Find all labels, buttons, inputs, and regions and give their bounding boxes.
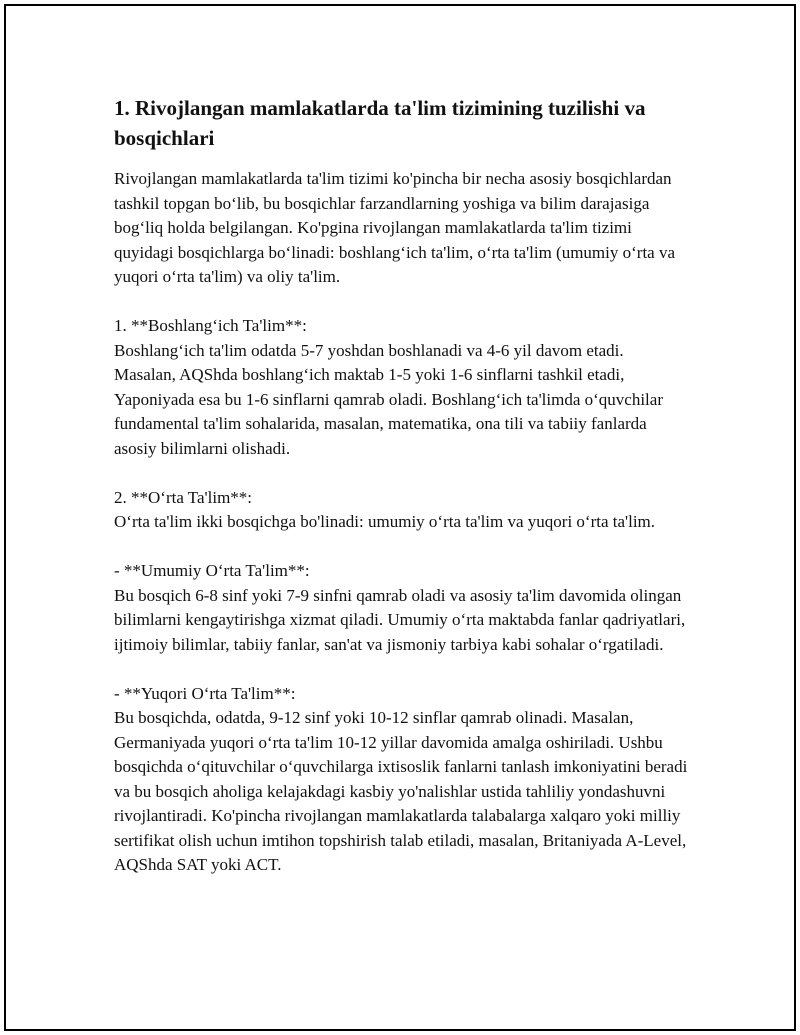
section-body-primary-education: Boshlang‘ich ta'lim odatda 5-7 yoshdan boshlanadi va 4-6 yil davom etadi. Masalan, AQShda boshlang‘ich maktab 1-5 yoki 1-6 sinflarni tashkil etadi, Yaponiyada esa bu 1-6 sinflarni qamrab oladi. Boshlang‘ich ta'limda o‘quvchilar fundamental ta'lim sohalarida, masalan, matematika, ona tili va tabiiy fanlarda asosiy bilimlarni olishadi. xyxy=(114,340,663,458)
paragraph-gap xyxy=(114,290,689,315)
section-body-upper-secondary: Bu bosqichda, odatda, 9-12 sinf yoki 10-12 sinflar qamrab olinadi. Masalan, Germaniyada yuqori o‘rta ta'lim 10-12 yillar davomida amalga oshiriladi. Ushbu bosqichda o‘qituvchilar o‘quvchilarga ixtisoslik fanlarni tanlash imkoniyatini beradi va bu bosqich aholiga kelajakdagi kasbiy yo'nalishlar ustida tahliliy yondashuvni rivojlantiradi. Ko'pincha rivojlangan mamlakatlarda talabalarga xalqaro yoki milliy sertifikat olish uchun imtihon topshirish talab etiladi, masalan, Britaniyada A-Level, AQShda SAT yoki ACT. xyxy=(114,708,688,874)
section-body-secondary-education: O‘rta ta'lim ikki bosqichga bo'linadi: umumiy o‘rta ta'lim va yuqori o‘rta ta'lim. xyxy=(114,512,656,531)
document-content xyxy=(114,93,689,878)
paragraph-gap xyxy=(114,461,689,486)
section-heading-upper-secondary: - **Yuqori O‘rta Ta'lim**: xyxy=(114,683,296,703)
section-heading-general-secondary: - **Umumiy O‘rta Ta'lim**: xyxy=(114,561,310,580)
section-heading-primary-education: 1. **Boshlang‘ich Ta'lim**: xyxy=(114,316,307,335)
document-title: 1. Rivojlangan mamlakatlarda ta'lim tizimining tuzilishi va bosqichlari xyxy=(114,96,646,150)
section-body-general-secondary: Bu bosqich 6-8 sinf yoki 7-9 sinfni qamrab oladi va asosiy ta'lim davomida olingan bilimlarni kengaytirishga xizmat qiladi. Umumiy o‘rta maktabda fanlar qadriyatlari, ijtimoiy bilimlar, tabiiy fanlar, san'at va jismoniy tarbiya kabi sohalar o‘rgatiladi. xyxy=(114,585,686,654)
paragraph-gap xyxy=(114,535,689,560)
section-heading-secondary-education: 2. **O‘rta Ta'lim**: xyxy=(114,487,253,507)
paragraph-gap xyxy=(114,657,689,682)
intro-paragraph: Rivojlangan mamlakatlarda ta'lim tizimi ko'pincha bir necha asosiy bosqichlardan tashkil topgan bo‘lib, bu bosqichlar farzandlarning yoshiga va bilim darajasiga bog‘liq holda belgilangan. Ko'pgina rivojlangan mamlakatlarda ta'lim tizimi quyidagi bosqichlarga bo‘linadi: boshlang‘ich ta'lim, o‘rta ta'lim (umumiy o‘rta va yuqori o‘rta ta'lim) va oliy ta'lim. xyxy=(114,169,676,286)
